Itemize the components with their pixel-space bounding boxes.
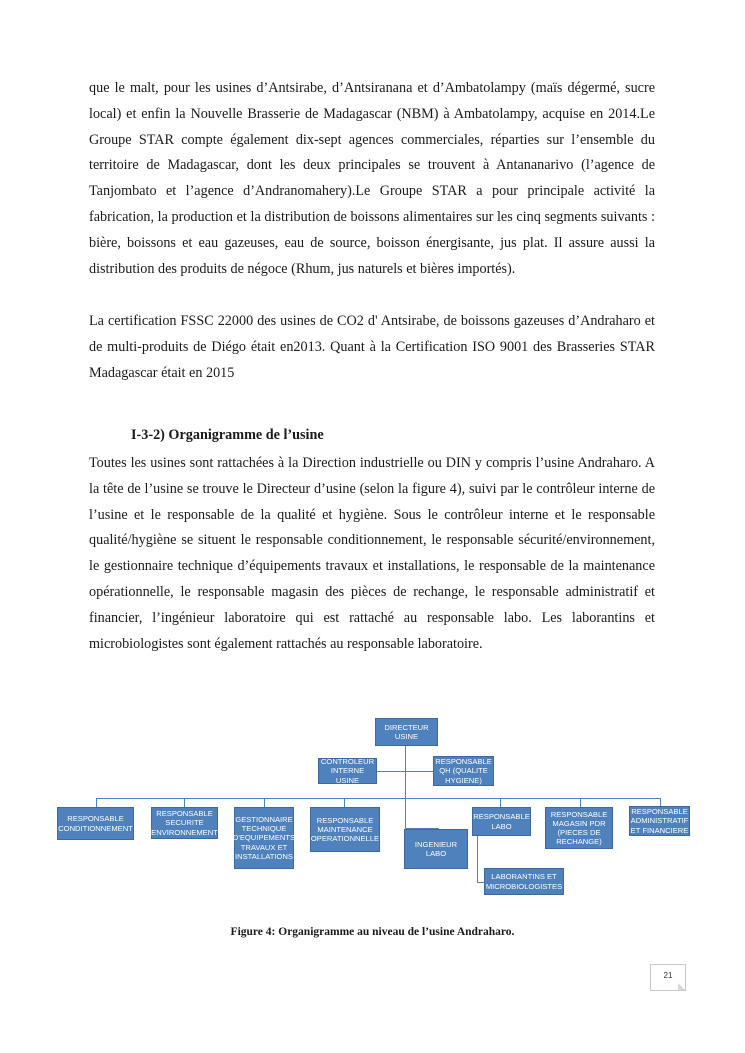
paragraph-2: La certification FSSC 22000 des usines de CO2 d' Antsirabe, de boissons gazeuses d’Andraharo et de multi-produits de Diégo était en2013. Quant à la Certification ISO 9001 des Brasseries STAR Madagascar était en 2015 — [89, 313, 655, 381]
connector-lab-vertical — [477, 836, 478, 882]
org-box-internal-controller: CONTROLEUR INTERNE USINE — [318, 758, 377, 784]
paragraph-3: Toutes les usines sont rattachées à la Direction industrielle ou DIN y compris l’usine Andraharo. A la tête de l’usine se trouve le Directeur d’usine (selon la figure 4), suivi par le contrôleur interne de l’usine et le responsable de la qualité et hygiène. Sous le contrôleur interne et le responsable qualité/hygiène se situent le responsable conditionnement, le responsable sécurité/environnement, le gestionnaire technique d’équipements travaux et installations, le responsable de la maintenance opérationnelle, le responsable magasin des pièces de rechange, le responsable administratif et financier, l’ingénieur laboratoire qui est rattaché au responsable labo. Les laborantins et microbiologistes sont également rattachés au responsable laboratoire. — [89, 455, 655, 652]
org-box-quality-manager: RESPONSABLE QH (QUALITE HYGIENE) — [433, 756, 494, 786]
org-box-admin: RESPONSABLE ADMINISTRATIF ET FINANCIERE — [630, 807, 689, 835]
connector-side-branch — [377, 771, 433, 772]
org-box-lab-manager: RESPONSABLE LABO — [472, 807, 531, 836]
org-box-lab-staff: LABORANTINS ET MICROBIOLOGISTES — [484, 868, 564, 895]
page-number-text: 21 — [663, 971, 673, 980]
paragraph-1: que le malt, pour les usines d’Antsirabe, d’Antsiranana et d’Ambatolampy (maïs dégermé, sucre local) et enfin la Nouvelle Brasserie de Madagascar (NBM) à Ambatolampy, acquise en 2014.Le Groupe STAR compte également dix-sept agences commerciales, réparties sur l’ensemble du territoire de Madagascar, dont les deux principales se trouvent à Antananarivo (l’agence de Tanjombato et l’agence d’Andranomahery).Le Groupe STAR a pour principale activité la fabrication, la production et la distribution de boissons alimentaires sur les cinq segments suivants : bière, boissons et eau gazeuses, eau de source, boisson énergisante, jus plat. Il assure aussi la distribution des produits de négoce (Rhum, jus naturels et bières importés). — [89, 80, 655, 277]
org-box-maintenance: RESPONSABLE MAINTENANCE OPERATIONNELLE — [310, 807, 380, 852]
connector-main-bus — [96, 798, 660, 799]
figure-caption: Figure 4: Organigramme au niveau de l’usine Andraharo. — [230, 926, 515, 938]
page-fold-icon — [678, 983, 685, 990]
org-box-packaging: RESPONSABLE CONDITIONNEMENT — [57, 807, 134, 840]
connector-drop-7 — [660, 798, 661, 806]
org-box-store: RESPONSABLE MAGASIN PDR (PIECES DE RECHANGE) — [545, 807, 613, 849]
org-box-director: DIRECTEUR USINE — [375, 718, 438, 746]
connector-engineer-vertical — [405, 798, 406, 828]
org-box-technical: GESTIONNAIRE TECHNIQUE D'EQUIPEMENTS TRAVAUX ET INSTALLATIONS — [234, 807, 294, 869]
org-box-safety: RESPONSABLE SECURITE ENVIRONNEMENT — [151, 807, 218, 839]
page-number — [650, 964, 686, 991]
org-box-lab-engineer: INGENIEUR LABO — [404, 829, 468, 869]
section-heading: I-3-2) Organigramme de l’usine — [131, 427, 324, 443]
